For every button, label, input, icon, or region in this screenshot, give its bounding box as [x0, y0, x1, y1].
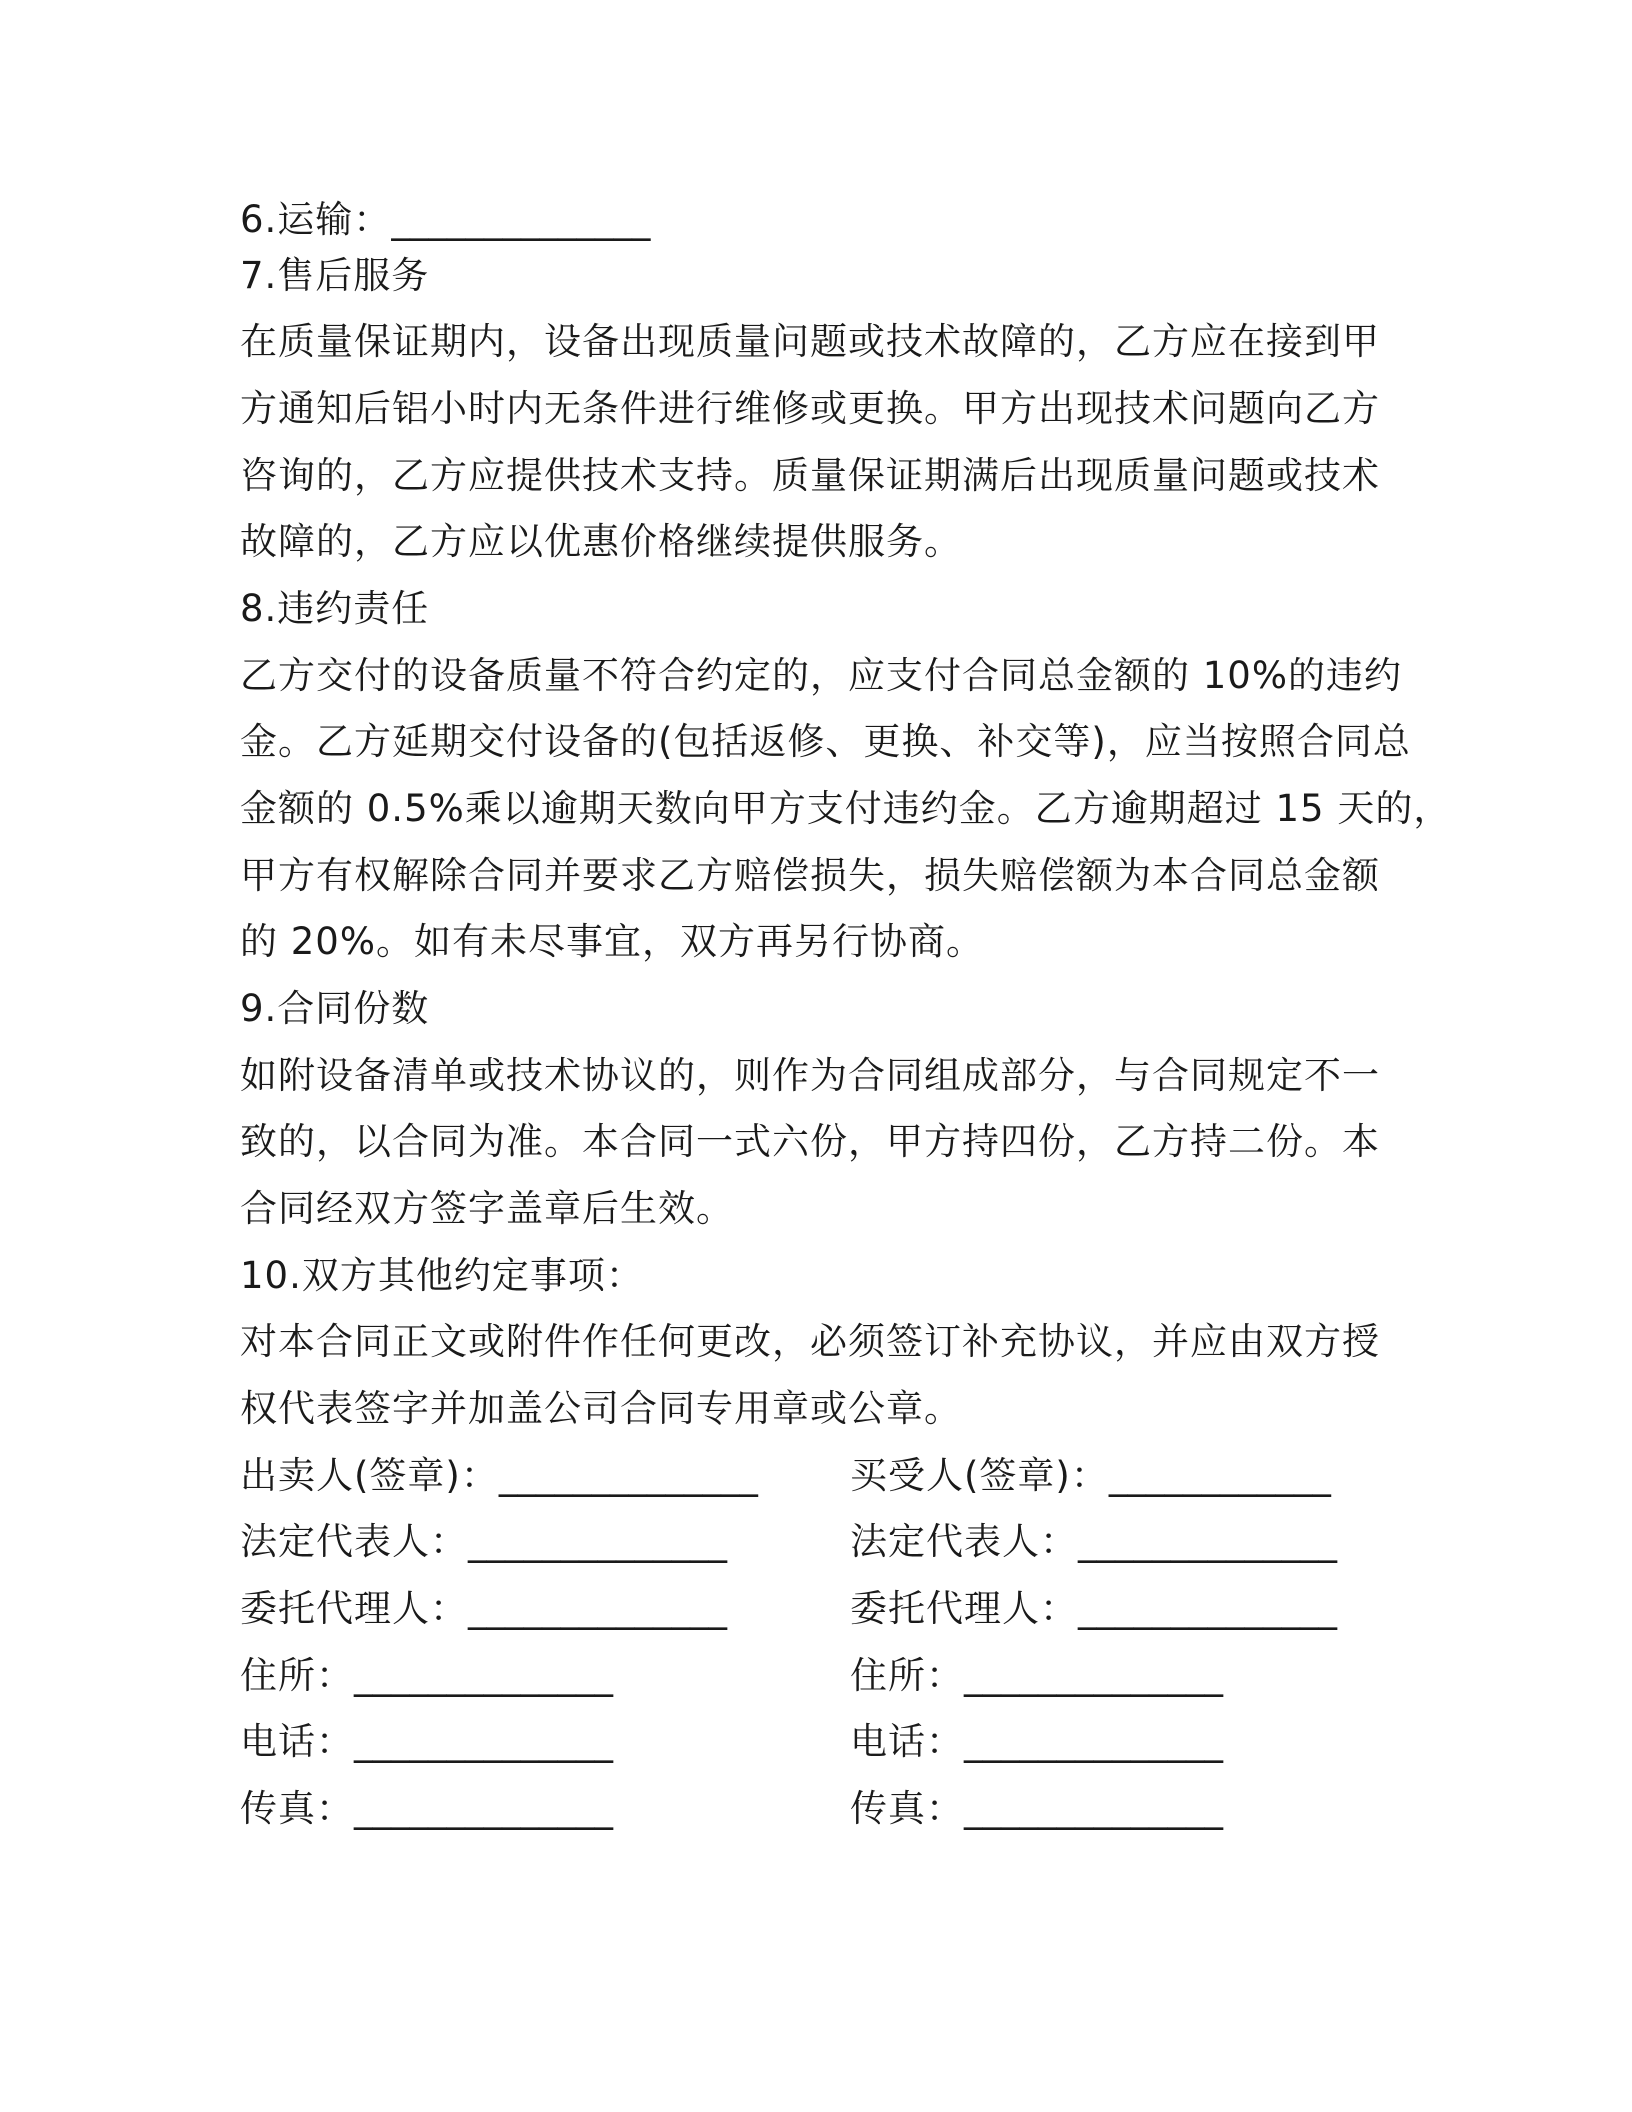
liability-line-5: 的 20%。如有未尽事宜，双方再另行协商。	[240, 920, 984, 963]
seller-phone-label: 电话：	[240, 1720, 354, 1763]
copies-heading: 9.合同份数	[240, 987, 430, 1030]
liability-line-2: 金。乙方延期交付设备的(包括返修、更换、补交等)，应当按照合同总	[240, 720, 1411, 763]
seller-fax-blank: ______________	[354, 1787, 613, 1830]
buyer-address-label: 住所：	[850, 1654, 964, 1697]
buyer-signature-blank: ____________	[1108, 1454, 1331, 1497]
copies-line-3: 合同经双方签字盖章后生效。	[240, 1187, 734, 1230]
after-sales-heading: 7.售后服务	[240, 254, 430, 297]
seller-agent-blank: ______________	[468, 1587, 727, 1630]
other-line-1: 对本合同正文或附件作任何更改，必须签订补充协议，并应由双方授	[240, 1320, 1380, 1363]
seller-legal-rep-row	[240, 1518, 727, 1566]
buyer-phone-row	[850, 1718, 1223, 1766]
buyer-signature-row	[850, 1452, 1331, 1500]
seller-phone-row	[240, 1718, 613, 1766]
buyer-signature-label: 买受人(签章)：	[850, 1454, 1109, 1497]
after-sales-line-1: 在质量保证期内，设备出现质量问题或技术故障的，乙方应在接到甲	[240, 320, 1380, 363]
transport-label: 6.运输：	[240, 198, 392, 241]
liability-line-3: 金额的 0.5%乘以逾期天数向甲方支付违约金。乙方逾期超过 15 天的，	[240, 787, 1452, 830]
buyer-legal-rep-row	[850, 1518, 1337, 1566]
seller-legal-rep-label: 法定代表人：	[240, 1520, 468, 1563]
buyer-legal-rep-label: 法定代表人：	[850, 1520, 1078, 1563]
after-sales-line-3: 咨询的，乙方应提供技术支持。质量保证期满后出现质量问题或技术	[240, 454, 1380, 497]
liability-heading: 8.违约责任	[240, 587, 430, 630]
buyer-agent-row	[850, 1585, 1337, 1633]
after-sales-line-2: 方通知后铝小时内无条件进行维修或更换。甲方出现技术问题向乙方	[240, 387, 1380, 430]
buyer-phone-blank: ______________	[964, 1720, 1223, 1763]
copies-line-2: 致的，以合同为准。本合同一式六份，甲方持四份，乙方持二份。本	[240, 1120, 1380, 1163]
seller-signature-blank: ______________	[498, 1454, 758, 1497]
seller-agent-row	[240, 1585, 727, 1633]
liability-line-1: 乙方交付的设备质量不符合约定的，应支付合同总金额的 10%的违约	[240, 654, 1402, 697]
copies-line-1: 如附设备清单或技术协议的，则作为合同组成部分，与合同规定不一	[240, 1054, 1380, 1097]
seller-signature-row	[240, 1452, 758, 1500]
other-heading: 10.双方其他约定事项：	[240, 1254, 644, 1297]
seller-address-blank: ______________	[354, 1654, 613, 1697]
seller-fax-row	[240, 1785, 613, 1833]
seller-signature-label: 出卖人(签章)：	[240, 1454, 499, 1497]
buyer-fax-row	[850, 1785, 1223, 1833]
buyer-address-row	[850, 1652, 1223, 1700]
transport-line	[240, 196, 650, 244]
buyer-fax-label: 传真：	[850, 1787, 964, 1830]
liability-line-4: 甲方有权解除合同并要求乙方赔偿损失，损失赔偿额为本合同总金额	[240, 854, 1380, 897]
buyer-legal-rep-blank: ______________	[1078, 1520, 1337, 1563]
buyer-address-blank: ______________	[964, 1654, 1223, 1697]
other-line-2: 权代表签字并加盖公司合同专用章或公章。	[240, 1387, 962, 1430]
seller-fax-label: 传真：	[240, 1787, 354, 1830]
seller-legal-rep-blank: ______________	[468, 1520, 727, 1563]
transport-blank: ______________	[391, 198, 651, 241]
seller-agent-label: 委托代理人：	[240, 1587, 468, 1630]
buyer-agent-blank: ______________	[1078, 1587, 1337, 1630]
seller-address-label: 住所：	[240, 1654, 354, 1697]
buyer-agent-label: 委托代理人：	[850, 1587, 1078, 1630]
seller-address-row	[240, 1652, 613, 1700]
after-sales-line-4: 故障的，乙方应以优惠价格继续提供服务。	[240, 520, 962, 563]
seller-phone-blank: ______________	[354, 1720, 613, 1763]
buyer-phone-label: 电话：	[850, 1720, 964, 1763]
buyer-fax-blank: ______________	[964, 1787, 1223, 1830]
